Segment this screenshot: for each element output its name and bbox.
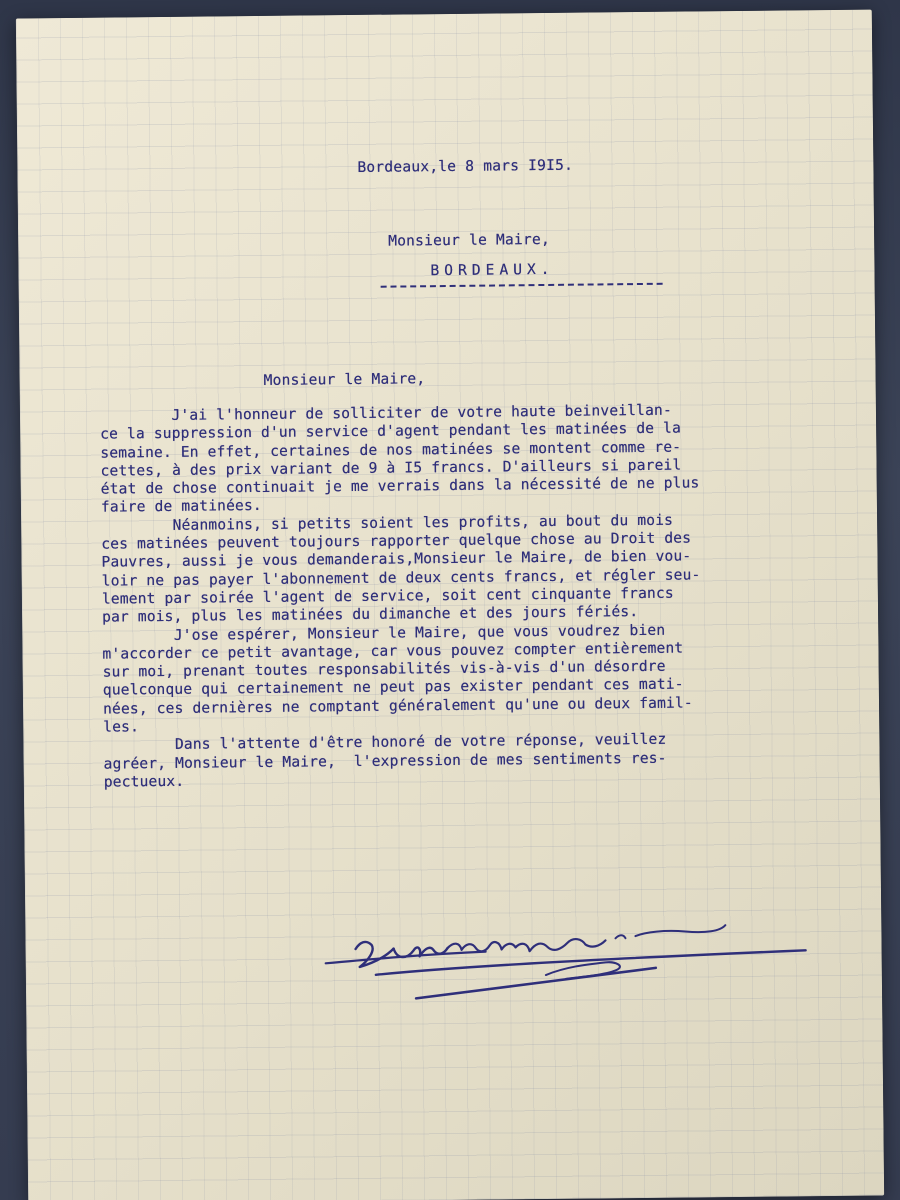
body-line: les. (103, 718, 140, 736)
body-line: Dans l'attente d'être honoré de votre réponse, veuillez (103, 731, 667, 754)
letter-date: Bordeaux,le 8 mars I9I5. (357, 156, 574, 176)
body-line: faire de matinées. (100, 497, 262, 517)
body-line: état de chose continuait je me verrais dans la nécessité de ne plus (100, 474, 700, 498)
body-line: sur moi, prenant toutes responsabilités vis-à-vis d'un désordre (102, 657, 666, 681)
letter-body (100, 400, 824, 792)
body-line: ce la suppression d'un service d'agent pendant les matinées de la (100, 419, 682, 443)
body-line: Néanmoins, si petits soient les profits, au bout du mois (101, 511, 674, 535)
body-line: loir ne pas payer l'abonnement de deux cents francs, et régler seu- (101, 566, 701, 590)
body-line: J'ai l'honneur de solliciter de votre haute beinveillan- (99, 401, 672, 425)
body-line: par mois, plus les matinées du dimanche et des jours fériés. (102, 603, 639, 626)
body-line: agréer, Monsieur le Maire, l'expression de mes sentiments res- (103, 749, 667, 773)
body-line: semaine. En effet, certaines de nos matinées se montent comme re- (100, 438, 682, 462)
signature (315, 910, 816, 1005)
body-line: J'ose espérer, Monsieur le Maire, que vous voudrez bien (102, 621, 666, 645)
salutation: Monsieur le Maire, (263, 370, 426, 389)
body-line: ces matinées peuvent toujours rapporter quelque chose au Droit des (101, 529, 692, 553)
letter-sheet (16, 10, 884, 1200)
recipient-title: Monsieur le Maire, (388, 230, 551, 250)
body-line: pectueux. (103, 772, 185, 791)
recipient-city: BORDEAUX. (430, 260, 555, 280)
body-line: m'accorder ce petit avantage, car vous pouvez compter entièrement (102, 639, 684, 663)
body-line: cettes, à des prix variant de 9 à I5 francs. D'ailleurs si pareil (100, 456, 682, 480)
body-line: quelconque qui certainement ne peut pas exister pendant ces mati- (102, 676, 684, 700)
body-line: Pauvres, aussi je vous demanderais,Monsieur le Maire, de bien vou- (101, 547, 692, 572)
body-line: nées, ces dernières ne comptant généralement qu'une ou deux famil- (102, 694, 693, 718)
body-line: lement par soirée l'agent de service, soit cent cinquante francs (101, 584, 674, 608)
address-underline (381, 283, 663, 288)
